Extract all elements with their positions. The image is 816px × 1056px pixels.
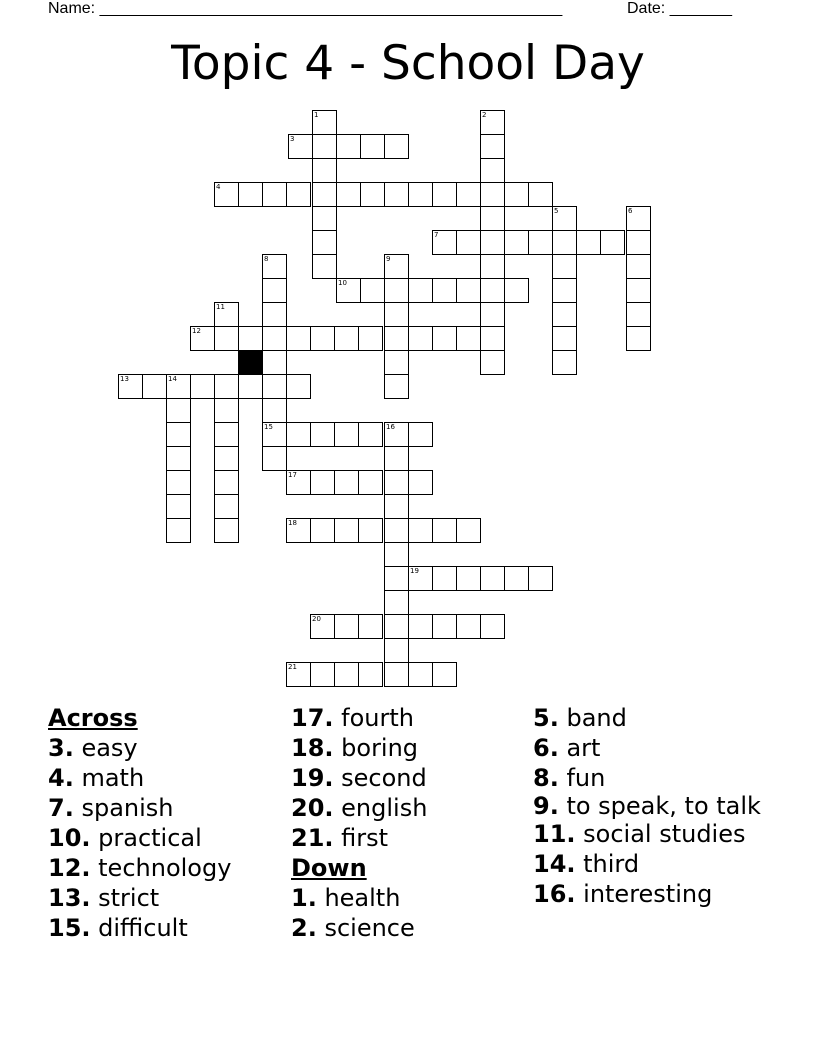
clue-item-number: 12. <box>48 854 91 882</box>
clue-number: 5 <box>554 207 559 215</box>
grid-cell[interactable] <box>358 326 383 351</box>
grid-cell[interactable] <box>626 254 651 279</box>
grid-cell[interactable] <box>504 182 529 207</box>
grid-cell[interactable] <box>262 182 287 207</box>
clue-item-number: 4. <box>48 764 74 792</box>
grid-cell[interactable] <box>384 326 409 351</box>
grid-cell[interactable] <box>552 254 577 279</box>
grid-cell[interactable] <box>214 494 239 519</box>
clue-item-number: 16. <box>533 880 576 908</box>
clue-item <box>291 823 531 853</box>
clue-item-text: spanish <box>73 794 174 822</box>
clue-item-number: 17. <box>291 704 334 732</box>
clue-item-number: 18. <box>291 734 334 762</box>
clue-number: 8 <box>264 255 269 263</box>
clue-item <box>533 819 773 849</box>
grid-cell[interactable] <box>262 422 287 447</box>
grid-cell[interactable] <box>384 494 409 519</box>
across-heading: Across <box>48 704 138 732</box>
grid-cell[interactable] <box>360 278 385 303</box>
grid-cell[interactable] <box>626 278 651 303</box>
down-heading: Down <box>291 854 367 882</box>
grid-cell[interactable] <box>552 278 577 303</box>
grid-cell[interactable] <box>480 566 505 591</box>
grid-cell[interactable] <box>552 350 577 375</box>
clue-number: 18 <box>288 519 297 527</box>
grid-cell[interactable] <box>262 374 287 399</box>
clue-item <box>48 793 288 823</box>
grid-cell[interactable] <box>384 542 409 567</box>
grid-cell[interactable] <box>480 254 505 279</box>
clue-number: 21 <box>288 663 297 671</box>
name-field: Name: ____________________________________________________ <box>48 0 563 17</box>
grid-cell[interactable] <box>384 254 409 279</box>
clue-item-number: 1. <box>291 884 317 912</box>
clue-number: 17 <box>288 471 297 479</box>
clue-item-text: interesting <box>575 880 713 908</box>
grid-cell[interactable] <box>286 422 311 447</box>
grid-cell[interactable] <box>480 302 505 327</box>
grid-cell[interactable] <box>480 206 505 231</box>
grid-cell[interactable] <box>286 662 311 687</box>
grid-cell[interactable] <box>384 422 409 447</box>
grid-cell[interactable] <box>214 518 239 543</box>
grid-cell[interactable] <box>384 470 409 495</box>
grid-cell[interactable] <box>432 614 457 639</box>
grid-cell[interactable] <box>310 326 335 351</box>
clue-item-text: fun <box>558 764 606 792</box>
grid-cell[interactable] <box>262 350 287 375</box>
grid-cell[interactable] <box>312 230 337 255</box>
down-clue-list-continued <box>533 703 773 909</box>
blocked-cell <box>238 350 263 375</box>
grid-cell[interactable] <box>312 182 337 207</box>
grid-cell[interactable] <box>214 470 239 495</box>
clue-item <box>48 853 288 883</box>
clue-item-number: 11. <box>533 820 576 848</box>
grid-cell[interactable] <box>190 326 215 351</box>
clue-item <box>48 883 288 913</box>
grid-cell[interactable] <box>360 182 385 207</box>
grid-cell[interactable] <box>310 518 335 543</box>
clue-item-text: second <box>333 764 427 792</box>
grid-cell[interactable] <box>456 182 481 207</box>
grid-cell[interactable] <box>310 662 335 687</box>
clue-item <box>48 733 288 763</box>
clue-item-number: 15. <box>48 914 91 942</box>
grid-cell[interactable] <box>336 134 361 159</box>
grid-cell[interactable] <box>166 494 191 519</box>
clue-item-number: 5. <box>533 704 559 732</box>
grid-cell[interactable] <box>480 614 505 639</box>
clue-item-number: 8. <box>533 764 559 792</box>
grid-cell[interactable] <box>166 422 191 447</box>
grid-cell[interactable] <box>384 566 409 591</box>
grid-cell[interactable] <box>142 374 167 399</box>
clue-item <box>291 733 531 763</box>
grid-cell[interactable] <box>456 614 481 639</box>
grid-cell[interactable] <box>552 230 577 255</box>
grid-cell[interactable] <box>214 326 239 351</box>
grid-cell[interactable] <box>408 278 433 303</box>
grid-cell[interactable] <box>334 470 359 495</box>
clue-item-number: 10. <box>48 824 91 852</box>
grid-cell[interactable] <box>456 566 481 591</box>
clue-item-text: social studies <box>575 820 746 848</box>
clue-item-number: 19. <box>291 764 334 792</box>
grid-cell[interactable] <box>480 350 505 375</box>
grid-cell[interactable] <box>528 230 553 255</box>
grid-cell[interactable] <box>238 374 263 399</box>
grid-cell[interactable] <box>166 446 191 471</box>
grid-cell[interactable] <box>528 182 553 207</box>
clue-item <box>291 913 531 943</box>
grid-cell[interactable] <box>576 230 601 255</box>
clue-number: 7 <box>434 231 439 239</box>
clue-item <box>533 703 773 733</box>
grid-cell[interactable] <box>480 278 505 303</box>
grid-cell[interactable] <box>214 302 239 327</box>
clue-item <box>291 883 531 913</box>
grid-cell[interactable] <box>384 614 409 639</box>
grid-cell[interactable] <box>358 614 383 639</box>
clue-item <box>291 703 531 733</box>
clue-item-text: practical <box>90 824 202 852</box>
grid-cell[interactable] <box>408 182 433 207</box>
grid-cell[interactable] <box>358 422 383 447</box>
grid-cell[interactable] <box>480 182 505 207</box>
clue-number: 19 <box>410 567 419 575</box>
grid-cell[interactable] <box>334 614 359 639</box>
grid-cell[interactable] <box>552 206 577 231</box>
clue-item-text: band <box>558 704 627 732</box>
grid-cell[interactable] <box>384 302 409 327</box>
grid-cell[interactable] <box>384 278 409 303</box>
clue-number: 6 <box>628 207 633 215</box>
grid-cell[interactable] <box>214 182 239 207</box>
grid-cell[interactable] <box>334 518 359 543</box>
grid-cell[interactable] <box>384 590 409 615</box>
grid-cell[interactable] <box>626 302 651 327</box>
grid-cell[interactable] <box>384 638 409 663</box>
grid-cell[interactable] <box>480 326 505 351</box>
clue-number: 16 <box>386 423 395 431</box>
clue-item <box>533 879 773 909</box>
grid-cell[interactable] <box>288 134 313 159</box>
clues-column-1 <box>48 703 288 943</box>
clue-number: 10 <box>338 279 347 287</box>
grid-cell[interactable] <box>456 326 481 351</box>
clue-item <box>48 763 288 793</box>
grid-cell[interactable] <box>432 662 457 687</box>
clue-number: 11 <box>216 303 225 311</box>
grid-cell[interactable] <box>286 470 311 495</box>
clue-item-number: 14. <box>533 850 576 878</box>
grid-cell[interactable] <box>626 326 651 351</box>
grid-cell[interactable] <box>480 158 505 183</box>
grid-cell[interactable] <box>358 470 383 495</box>
clue-number: 13 <box>120 375 129 383</box>
grid-cell[interactable] <box>360 134 385 159</box>
grid-cell[interactable] <box>552 302 577 327</box>
across-clue-list-continued <box>291 703 531 853</box>
clue-item-text: difficult <box>90 914 188 942</box>
clue-item <box>533 849 773 879</box>
grid-cell[interactable] <box>384 182 409 207</box>
clue-number: 20 <box>312 615 321 623</box>
clue-item <box>533 763 773 793</box>
grid-cell[interactable] <box>334 662 359 687</box>
clue-item <box>533 733 773 763</box>
clue-item-text: first <box>333 824 389 852</box>
grid-cell[interactable] <box>384 518 409 543</box>
grid-cell[interactable] <box>312 110 337 135</box>
date-field: Date: _______ <box>627 0 732 17</box>
clue-item-number: 6. <box>533 734 559 762</box>
grid-cell[interactable] <box>286 182 311 207</box>
grid-cell[interactable] <box>432 230 457 255</box>
grid-cell[interactable] <box>626 206 651 231</box>
grid-cell[interactable] <box>408 326 433 351</box>
grid-cell[interactable] <box>312 134 337 159</box>
grid-cell[interactable] <box>408 662 433 687</box>
grid-cell[interactable] <box>432 326 457 351</box>
grid-cell[interactable] <box>312 254 337 279</box>
grid-cell[interactable] <box>504 230 529 255</box>
grid-cell[interactable] <box>456 230 481 255</box>
grid-cell[interactable] <box>238 326 263 351</box>
grid-cell[interactable] <box>214 446 239 471</box>
grid-cell[interactable] <box>528 566 553 591</box>
clue-item-text: technology <box>90 854 232 882</box>
clue-item-text: science <box>316 914 415 942</box>
grid-cell[interactable] <box>310 422 335 447</box>
grid-cell[interactable] <box>262 326 287 351</box>
clue-item-text: math <box>73 764 145 792</box>
grid-cell[interactable] <box>504 278 529 303</box>
clue-item-text: to speak, to talk <box>558 792 761 820</box>
grid-cell[interactable] <box>358 518 383 543</box>
clue-item-number: 13. <box>48 884 91 912</box>
grid-cell[interactable] <box>310 470 335 495</box>
clue-item-number: 2. <box>291 914 317 942</box>
grid-cell[interactable] <box>214 398 239 423</box>
clue-item <box>291 763 531 793</box>
clues-column-3 <box>533 703 773 909</box>
clue-item-text: health <box>316 884 401 912</box>
clue-item-number: 7. <box>48 794 74 822</box>
grid-cell[interactable] <box>480 134 505 159</box>
clue-item <box>48 913 288 943</box>
clue-item-number: 20. <box>291 794 334 822</box>
grid-cell[interactable] <box>166 398 191 423</box>
clue-number: 9 <box>386 255 391 263</box>
grid-cell[interactable] <box>312 158 337 183</box>
grid-cell[interactable] <box>408 422 433 447</box>
clue-number: 2 <box>482 111 487 119</box>
grid-cell[interactable] <box>334 422 359 447</box>
grid-cell[interactable] <box>262 254 287 279</box>
grid-cell[interactable] <box>432 518 457 543</box>
grid-cell[interactable] <box>166 470 191 495</box>
grid-cell[interactable] <box>286 518 311 543</box>
grid-cell[interactable] <box>286 326 311 351</box>
grid-cell[interactable] <box>286 374 311 399</box>
clue-item-text: third <box>575 850 640 878</box>
page-title: Topic 4 - School Day <box>171 36 645 91</box>
grid-cell[interactable] <box>384 662 409 687</box>
grid-cell[interactable] <box>312 206 337 231</box>
grid-cell[interactable] <box>166 374 191 399</box>
clue-item-text: art <box>558 734 601 762</box>
clue-item-text: english <box>333 794 428 822</box>
clue-number: 12 <box>192 327 201 335</box>
clue-item <box>48 823 288 853</box>
grid-cell[interactable] <box>408 518 433 543</box>
clue-item-text: boring <box>333 734 419 762</box>
grid-cell[interactable] <box>358 662 383 687</box>
grid-cell[interactable] <box>334 326 359 351</box>
clue-number: 1 <box>314 111 319 119</box>
grid-cell[interactable] <box>432 566 457 591</box>
grid-cell[interactable] <box>214 422 239 447</box>
grid-cell[interactable] <box>408 614 433 639</box>
grid-cell[interactable] <box>384 134 409 159</box>
down-clue-list <box>291 883 531 943</box>
grid-cell[interactable] <box>384 350 409 375</box>
clue-item-text: easy <box>73 734 138 762</box>
clue-item-text: fourth <box>333 704 414 732</box>
grid-cell[interactable] <box>262 398 287 423</box>
grid-cell[interactable] <box>190 374 215 399</box>
grid-cell[interactable] <box>166 518 191 543</box>
grid-cell[interactable] <box>262 302 287 327</box>
clues-column-2 <box>291 703 531 943</box>
grid-cell[interactable] <box>480 230 505 255</box>
grid-cell[interactable] <box>310 614 335 639</box>
grid-cell[interactable] <box>214 374 239 399</box>
clue-item-number: 21. <box>291 824 334 852</box>
clue-item-number: 9. <box>533 792 559 820</box>
grid-cell[interactable] <box>238 182 263 207</box>
grid-cell[interactable] <box>408 566 433 591</box>
across-clue-list <box>48 733 288 943</box>
grid-cell[interactable] <box>432 278 457 303</box>
clue-item-number: 3. <box>48 734 74 762</box>
grid-cell[interactable] <box>432 182 457 207</box>
grid-cell[interactable] <box>456 518 481 543</box>
clue-item-text: strict <box>90 884 160 912</box>
grid-cell[interactable] <box>552 326 577 351</box>
clue-number: 4 <box>216 183 221 191</box>
grid-cell[interactable] <box>600 230 625 255</box>
grid-cell[interactable] <box>262 278 287 303</box>
grid-cell[interactable] <box>118 374 143 399</box>
grid-cell[interactable] <box>626 230 651 255</box>
grid-cell[interactable] <box>456 278 481 303</box>
grid-cell[interactable] <box>336 182 361 207</box>
grid-cell[interactable] <box>384 374 409 399</box>
clue-item <box>533 793 773 819</box>
grid-cell[interactable] <box>336 278 361 303</box>
grid-cell[interactable] <box>384 446 409 471</box>
clue-item <box>291 793 531 823</box>
grid-cell[interactable] <box>408 470 433 495</box>
grid-cell[interactable] <box>262 446 287 471</box>
clue-number: 14 <box>168 375 177 383</box>
grid-cell[interactable] <box>480 110 505 135</box>
clue-number: 3 <box>290 135 295 143</box>
clue-number: 15 <box>264 423 273 431</box>
grid-cell[interactable] <box>504 566 529 591</box>
